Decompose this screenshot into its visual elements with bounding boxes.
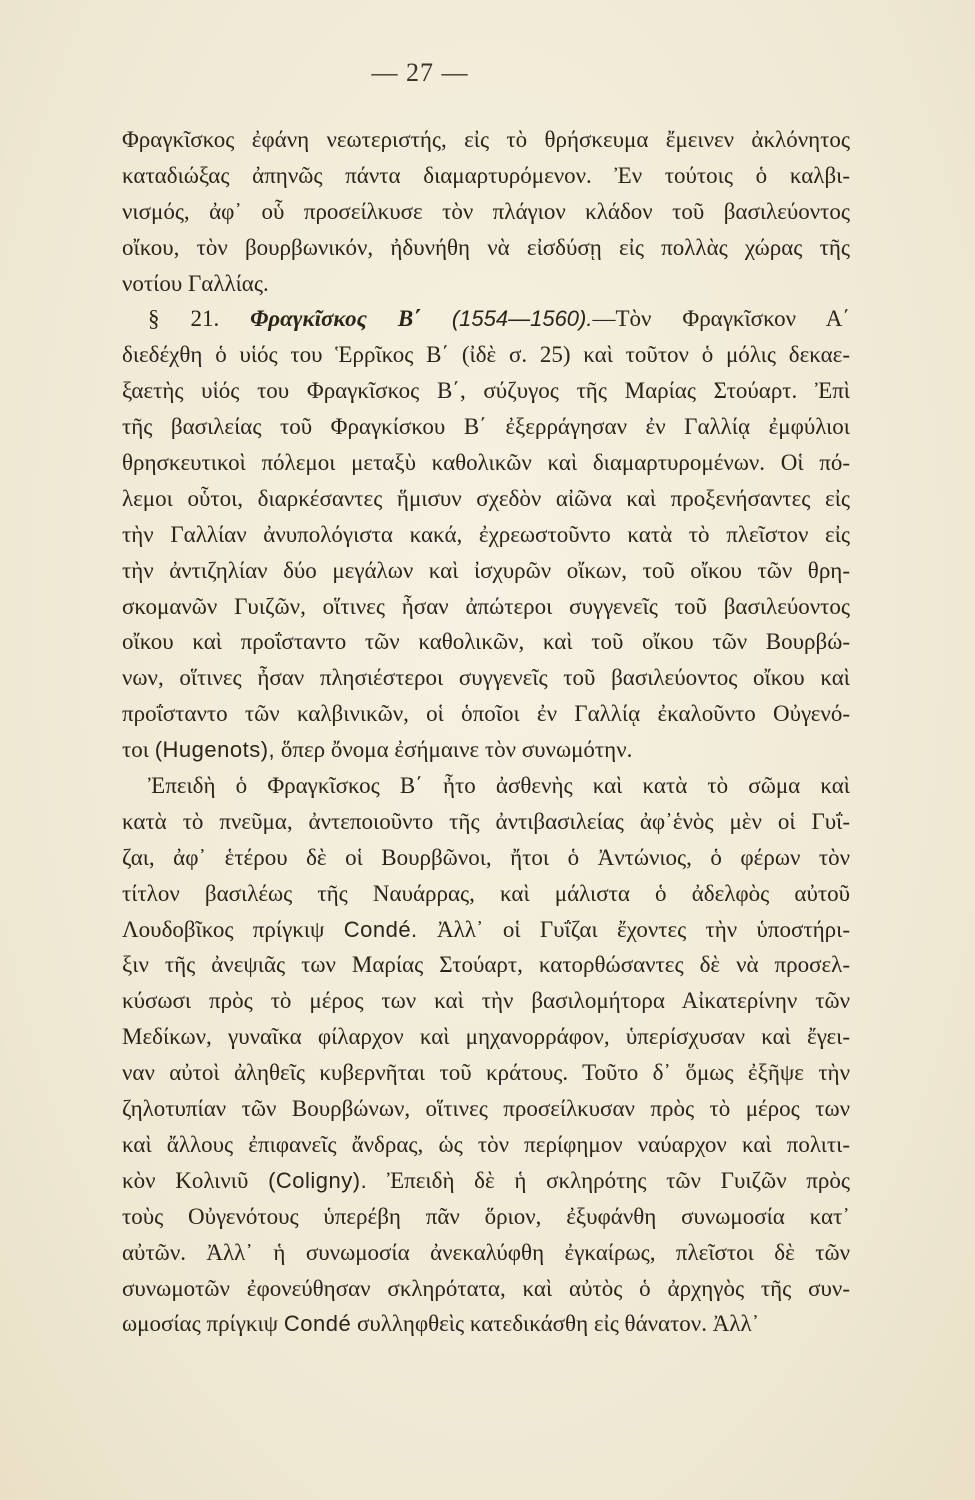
latin-term: Condé [283, 1311, 352, 1337]
text-line: νισμός, ἀφ᾽ οὗ προσείλκυσε τὸν πλάγιον κλάδον τοῦ βασιλεύοντος [122, 198, 850, 224]
text-fragment: ὅπερ ὄνομα ἐσήμαινε τὸν συνωμότην. [280, 737, 633, 763]
text-line: οἴκου, τὸν βουρβωνικόν, ἠδυνήθη νὰ εἰσδύσῃ εἰς πολλὰς χώρας τῆς [122, 234, 850, 260]
text-line: ξιν τῆς ἀνεψιᾶς των Μαρίας Στούαρτ, κατορθώσαντες δὲ νὰ προσελ- [122, 952, 850, 978]
text-line: ναν αὐτοὶ ἀληθεῖς κυβερνῆται τοῦ κράτους. Τοῦτο δ᾽ ὅμως ἐξῆψε τὴν [122, 1060, 850, 1086]
text-line: λεμοι οὗτοι, διαρκέσαντες ἥμισυν σχεδὸν αἰῶνα καὶ προξενήσαντες εἰς [122, 485, 850, 511]
page-number: — 27 — [371, 58, 469, 87]
text-line: προΐσταντο τῶν καλβινικῶν, οἱ ὁποῖοι ἐν Γαλλίᾳ ἐκαλοῦντο Οὐγενό- [122, 701, 850, 727]
text-line: αὐτῶν. Ἀλλ᾽ ἡ συνωμοσία ἀνεκαλύφθη ἐγκαίρως, πλεῖστοι δὲ τῶν [122, 1239, 850, 1265]
text-line: διεδέχθη ὁ υἱός του Ἑρρῖκος Β΄ (ἰδὲ σ. 25) καὶ τοῦτον ὁ μόλις δεκαε- [122, 342, 850, 368]
text-line: ζηλοτυπίαν τῶν Βουρβώνων, οἵτινες προσείλκυσαν πρὸς τὸ μέρος των [122, 1096, 850, 1122]
text-line: Μεδίκων, γυναῖκα φίλαρχον καὶ μηχανορράφον, ὑπερίσχυσαν καὶ ἔγει- [122, 1024, 850, 1050]
text-line: Φραγκῖσκος ἐφάνη νεωτεριστής, εἰς τὸ θρήσκευμα ἔμεινεν ἀκλόνητος [122, 127, 850, 152]
section-number: § 21. [148, 306, 220, 332]
text-line: νοτίου Γαλλίας. [122, 270, 269, 296]
text-line: καὶ ἄλλους ἐπιφανεῖς ἄνδρας, ὡς τὸν περίφημον ναύαρχον καὶ πολιτι- [122, 1131, 850, 1157]
text-line: συνωμοτῶν ἐφονεύθησαν σκληρότατα, καὶ αὐτὸς ὁ ἀρχηγὸς τῆς συν- [122, 1275, 850, 1301]
latin-term: Condé. [343, 916, 418, 942]
text-fragment: τοι [122, 737, 149, 763]
text-line: σκομανῶν Γυιζῶν, οἵτινες ἦσαν ἀπώτεροι συγγενεῖς τοῦ βασιλεύοντος [122, 593, 850, 619]
text-line: θρησκευτικοὶ πόλεμοι μεταξὺ καθολικῶν καὶ διαμαρτυρομένων. Οἱ πό- [122, 450, 850, 476]
text-line: ζαι, ἀφ᾽ ἑτέρου δὲ οἱ Βουρβῶνοι, ἤτοι ὁ Ἀντώνιος, ὁ φέρων τὸν [122, 844, 850, 870]
text-line: τοὺς Οὐγενότους ὑπερέβη πᾶν ὅριον, ἐξυφάνθη συνωμοσία κατ᾽ [122, 1203, 850, 1229]
text-fragment: Ἐπειδὴ δὲ ἡ σκληρότης τῶν Γυιζῶν πρὸς [386, 1167, 851, 1193]
text-line: οἴκου καὶ προΐσταντο τῶν καθολικῶν, καὶ τοῦ οἴκου τῶν Βουρβώ- [122, 629, 850, 655]
text-line: κύσωσι πρὸς τὸ μέρος των καὶ τὴν βασιλομήτορα Αἰκατερίνην τῶν [122, 988, 850, 1014]
text-line [122, 1163, 850, 1199]
text-line: κατὰ τὸ πνεῦμα, ἀντεποιοῦντο τῆς ἀντιβασιλείας ἀφ᾽ἑνὸς μὲν οἱ Γυΐ- [122, 808, 850, 834]
text-fragment: ωμοσίας πρίγκιψ [122, 1311, 279, 1337]
text-fragment: κὸν Κολινιῦ [122, 1167, 249, 1193]
section-title: Φραγκῖσκος Β΄ [250, 306, 421, 332]
text-line: νων, οἵτινες ἦσαν πλησιέστεροι συγγενεῖς τοῦ βασιλεύοντος οἴκου καὶ [122, 665, 850, 691]
text-fragment: Ἀλλ᾽ οἱ Γυΐζαι ἔχοντες τὴν ὑποστήρι- [436, 916, 851, 942]
latin-term: (Coligny). [268, 1167, 368, 1193]
text-line: τίτλον βασιλέως τῆς Ναυάρρας, καὶ μάλιστα ὁ ἀδελφὸς αὐτοῦ [122, 880, 850, 906]
section-lead: —Τὸν Φραγκῖσκον Α΄ [592, 306, 850, 332]
text-fragment: συλληφθεὶς κατεδικάσθη εἰς θάνατον. Ἀλλ᾽ [356, 1311, 760, 1337]
text-line: ξαετὴς υἱός του Φραγκῖσκος Β΄, σύζυγος τῆς Μαρίας Στούαρτ. Ἐπὶ [122, 378, 850, 404]
text-fragment: Λουδοβῖκος πρίγκιψ [122, 916, 325, 942]
text-line: τῆς βασιλείας τοῦ Φραγκίσκου Β΄ ἐξερράγησαν ἐν Γαλλίᾳ ἐμφύλιοι [122, 414, 850, 440]
paragraph-start-line: Ἐπειδὴ ὁ Φραγκῖσκος Β΄ ἦτο ἀσθενὴς καὶ κατὰ τὸ σῶμα καὶ [148, 773, 850, 799]
text-line: καταδιώξας ἀπηνῶς πάντα διαμαρτυρόμενον. Ἐν τούτοις ὁ καλβι- [122, 162, 850, 188]
text-line [122, 912, 850, 948]
text-line: τὴν Γαλλίαν ἀνυπολόγιστα κακά, ἐχρεωστοῦντο κατὰ τὸ πλεῖστον εἰς [122, 521, 850, 547]
section-heading-line [122, 301, 850, 337]
body-text [122, 122, 850, 1342]
text-line [122, 1306, 850, 1342]
section-dates: (1554—1560). [451, 306, 593, 332]
text-line: τὴν ἀντιζηλίαν δύο μεγάλων καὶ ἰσχυρῶν οἴκων, τοῦ οἴκου τῶν θρη- [122, 557, 850, 583]
text-line [122, 732, 850, 768]
latin-term: (Hugenots), [154, 737, 276, 763]
